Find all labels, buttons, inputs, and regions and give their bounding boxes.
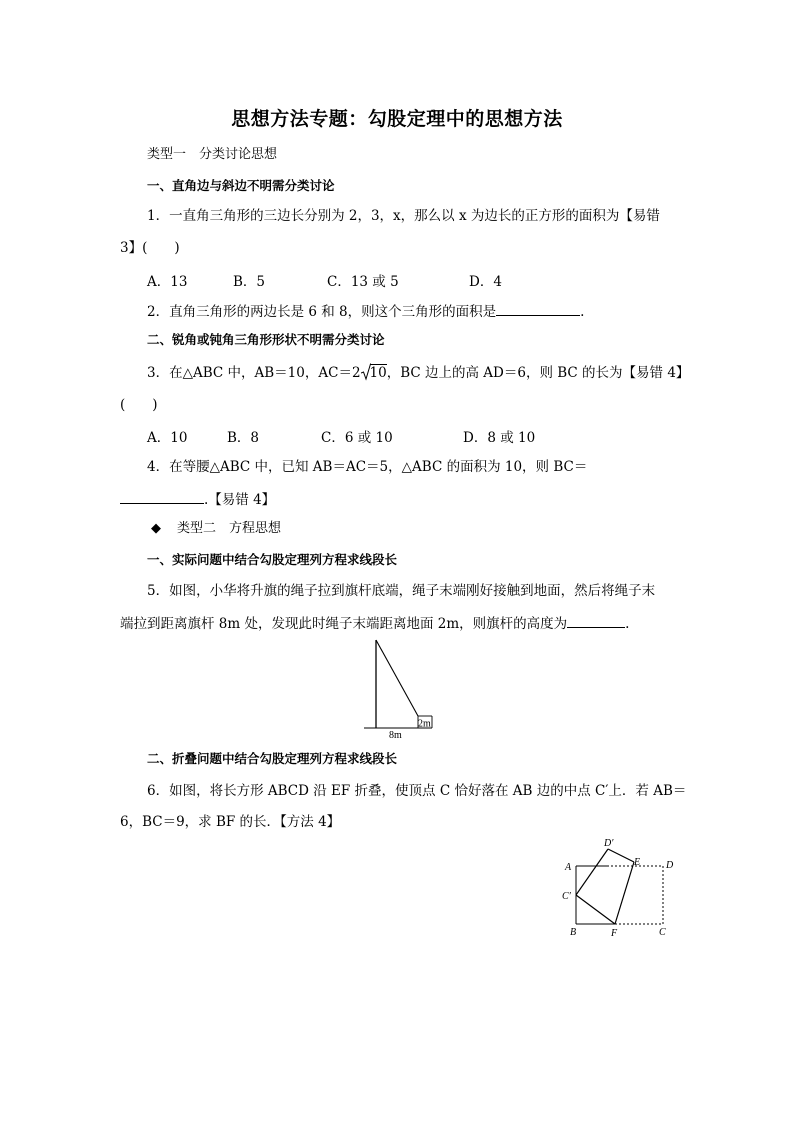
q4-end: .【易错 4】 — [204, 492, 276, 508]
label-b: B — [570, 927, 577, 938]
q3-option-a: A．10 — [147, 430, 188, 446]
type2-heading-row — [151, 520, 281, 538]
q1-option-b: B．5 — [233, 274, 266, 290]
q3-option-b: B．8 — [227, 430, 260, 446]
type2-subheading-1: 一、实际问题中结合勾股定理列方程求线段长 — [147, 552, 398, 567]
flagpole-figure — [360, 636, 442, 740]
q4-answer-blank[interactable] — [120, 489, 204, 504]
rope-line — [376, 640, 418, 716]
q6-line2: 6，BC＝9，求 BF 的长．【方法 4】 — [120, 814, 341, 830]
q2-line — [147, 301, 584, 321]
q5-answer-blank[interactable] — [567, 613, 625, 628]
q2-end: . — [580, 304, 585, 320]
type1-subheading-1: 一、直角边与斜边不明需分类讨论 — [147, 178, 335, 193]
q5-line1: 5．如图，小华将升旗的绳子拉到旗杆底端，绳子末端刚好接触到地面，然后将绳子末 — [147, 583, 656, 599]
q4-line2 — [120, 489, 275, 509]
q1-option-c: C．13 或 5 — [327, 274, 399, 290]
label-f: F — [611, 928, 618, 939]
diamond-bullet-icon: ◆ — [151, 521, 161, 536]
q5-end: . — [625, 616, 630, 632]
q1-line1: 1．一直角三角形的三边长分别为 2，3，x，那么以 x 为边长的正方形的面积为【易错 — [147, 208, 660, 224]
q1-option-a: A．13 — [147, 274, 188, 290]
label-e: E — [634, 857, 641, 868]
fold-line-ef — [615, 862, 634, 924]
folding-rectangle-figure — [560, 832, 680, 942]
label-8m: 8m — [389, 730, 402, 740]
label-c-prime: C′ — [562, 891, 571, 902]
q3-sqrt — [361, 364, 387, 382]
q3-option-c: C．6 或 10 — [321, 430, 393, 446]
type1-subheading-2: 二、锐角或钝角三角形形状不明需分类讨论 — [147, 332, 385, 347]
q1-option-d: D．4 — [469, 274, 502, 290]
sqrt-sign-icon — [361, 363, 371, 381]
q2-text: 2．直角三角形的两边长是 6 和 8，则这个三角形的面积是 — [147, 304, 497, 320]
label-2m: 2m — [418, 718, 431, 730]
segment-c1d1 — [576, 849, 608, 895]
q2-answer-blank[interactable] — [496, 301, 580, 316]
type2-heading: 类型二 方程思想 — [177, 521, 282, 536]
q3-sqrt-radicand: 10 — [369, 365, 387, 381]
q3-line2: ( ) — [120, 397, 158, 413]
q1-line2: 3】( ) — [120, 240, 180, 256]
type2-subheading-2: 二、折叠问题中结合勾股定理列方程求线段长 — [147, 751, 398, 766]
segment-d1e — [608, 849, 634, 862]
q3-text-a: 3．在△ABC 中，AB＝10，AC＝2 — [147, 365, 361, 381]
segment-c1f — [576, 895, 615, 924]
label-c: C — [659, 927, 666, 938]
q5-text: 端拉到距离旗杆 8m 处，发现此时绳子末端距离地面 2m，则旗杆的高度为 — [120, 616, 568, 632]
label-d: D — [666, 860, 674, 871]
type1-heading: 类型一 分类讨论思想 — [147, 147, 278, 162]
page-title: 思想方法专题：勾股定理中的思想方法 — [231, 108, 563, 130]
q4-line1: 4．在等腰△ABC 中，已知 AB＝AC＝5，△ABC 的面积为 10，则 BC＝ — [147, 459, 588, 475]
q3-text-b: ，BC 边上的高 AD＝6，则 BC 的长为【易错 4】 — [386, 365, 690, 381]
q6-line1: 6．如图，将长方形 ABCD 沿 EF 折叠，使顶点 C 恰好落在 AB 边的中点 C′上．若 AB＝ — [147, 783, 687, 799]
label-a: A — [565, 862, 572, 873]
q3-option-d: D．8 或 10 — [463, 430, 536, 446]
q3-line1 — [147, 364, 689, 382]
q5-line2 — [120, 613, 629, 633]
label-d-prime: D′ — [604, 838, 614, 849]
